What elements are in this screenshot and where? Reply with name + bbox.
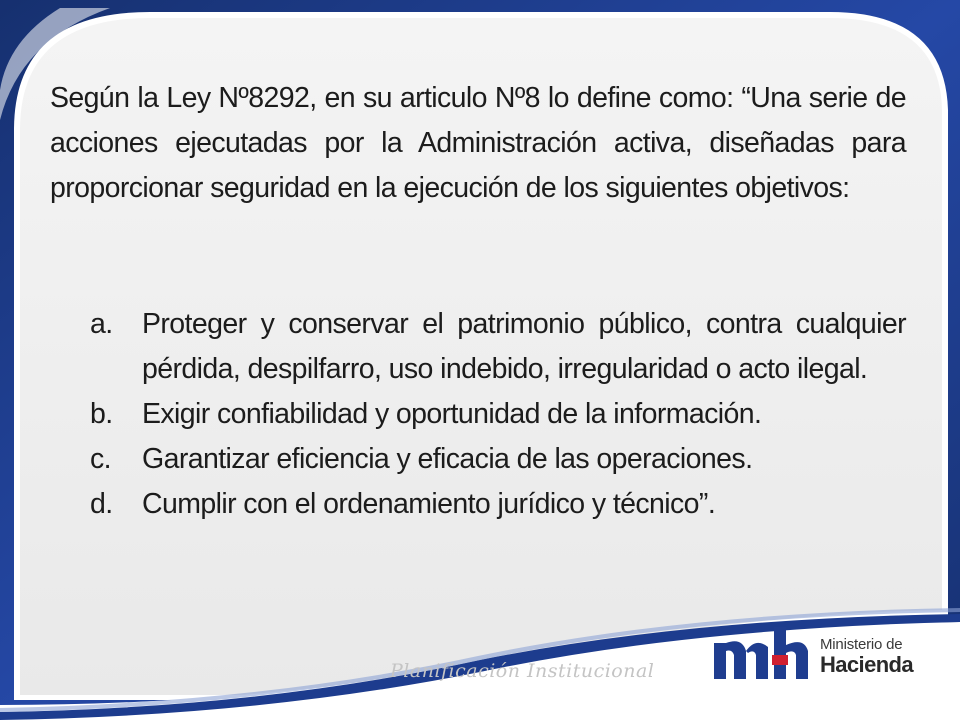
list-marker: c. <box>90 443 111 475</box>
list-item <box>90 302 906 392</box>
ministerio-hacienda-logo <box>712 625 927 685</box>
list-item <box>90 392 906 437</box>
list-marker: d. <box>90 488 113 520</box>
list-item-text: Garantizar eficiencia y eficacia de las operaciones. <box>142 443 753 475</box>
list-marker: b. <box>90 398 113 430</box>
list-item-text: Proteger y conservar el patrimonio público, contra cualquier pérdida, despilfarro, uso indebido, irregularidad o acto ilegal. <box>142 308 906 385</box>
intro-paragraph: Según la Ley Nº8292, en su articulo Nº8 lo define como: “Una serie de acciones ejecutadas por la Administración activa, diseñadas para proporcionar seguridad en la ejecución de los siguientes objetivos: <box>50 82 906 204</box>
logo-text-hacienda: Hacienda <box>820 652 914 677</box>
list-item-text: Exigir confiabilidad y oportunidad de la información. <box>142 398 762 430</box>
logo-text-ministerio: Ministerio de <box>820 636 903 653</box>
list-item <box>90 437 906 482</box>
list-item-text: Cumplir con el ordenamiento jurídico y técnico”. <box>142 488 716 520</box>
list-marker: a. <box>90 308 113 340</box>
objectives-list <box>90 302 906 527</box>
footer-tagline: Planificación Institucional <box>390 660 655 682</box>
mh-logo-icon <box>712 625 822 681</box>
list-item <box>90 482 906 527</box>
